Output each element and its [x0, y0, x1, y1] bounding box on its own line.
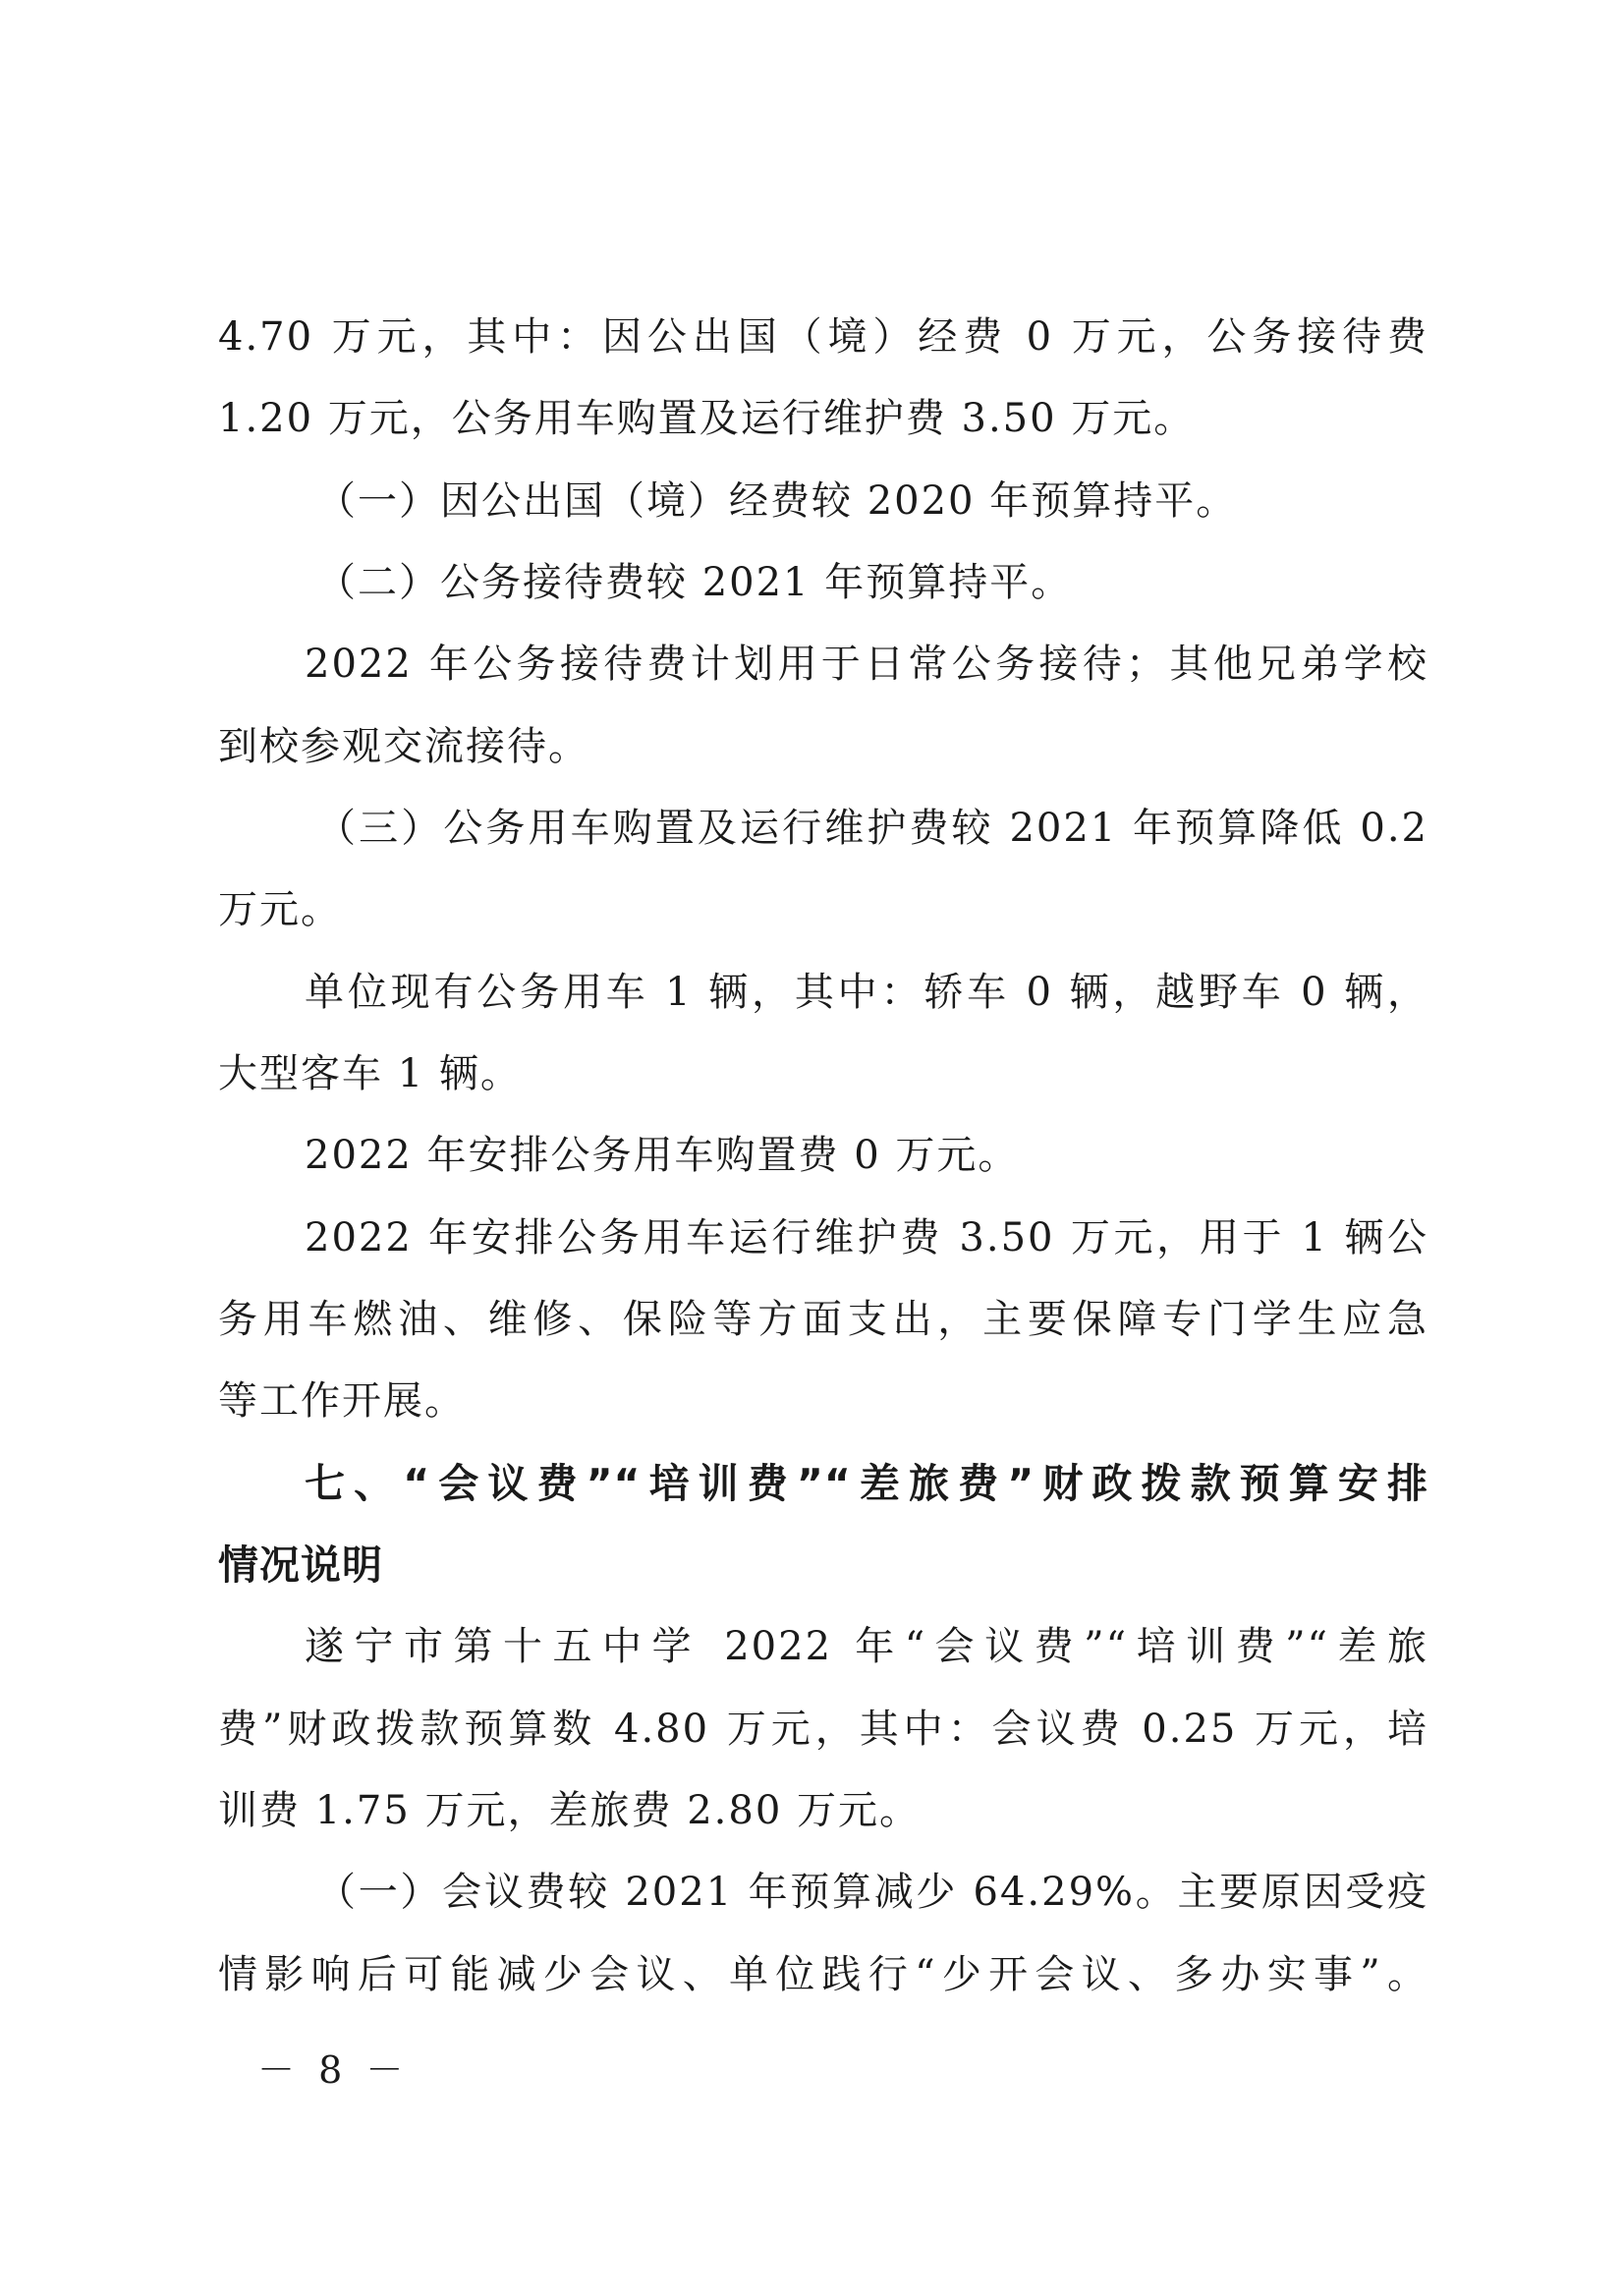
- paragraph-line: （一）会议费较 2021 年预算减少 64.29%。主要原因受疫: [316, 1870, 1428, 1915]
- paragraph-line: 费”财政拨款预算数 4.80 万元，其中：会议费 0.25 万元，培: [218, 1707, 1428, 1752]
- paragraph-line: 遂宁市第十五中学 2022 年“会议费”“培训费”“差旅: [305, 1624, 1428, 1669]
- paragraph-line: 2022 年安排公务用车购置费 0 万元。: [305, 1133, 1020, 1178]
- paragraph-line: 到校参观交流接待。: [218, 724, 589, 769]
- paragraph-line: （二）公务接待费较 2021 年预算持平。: [316, 560, 1073, 605]
- paragraph-line: 务用车燃油、维修、保险等方面支出，主要保障专门学生应急: [218, 1297, 1428, 1342]
- paragraph-line: 训费 1.75 万元，差旅费 2.80 万元。: [218, 1788, 921, 1833]
- paragraph-line: 4.70 万元，其中：因公出国（境）经费 0 万元，公务接待费: [218, 314, 1428, 360]
- section-heading: 情况说明: [218, 1541, 383, 1589]
- paragraph-line: 大型客车 1 辆。: [218, 1051, 522, 1096]
- paragraph-line: 1.20 万元，公务用车购置及运行维护费 3.50 万元。: [218, 396, 1196, 441]
- paragraph-line: 情影响后可能减少会议、单位践行“少开会议、多办实事”。: [218, 1952, 1428, 1997]
- paragraph-line: （三）公务用车购置及运行维护费较 2021 年预算降低 0.2: [316, 806, 1428, 851]
- paragraph-line: 2022 年公务接待费计划用于日常公务接待；其他兄弟学校: [305, 642, 1428, 687]
- paragraph-line: 单位现有公务用车 1 辆，其中：轿车 0 辆，越野车 0 辆，: [305, 970, 1428, 1015]
- section-heading: 七、“会议费”“培训费”“差旅费”财政拨款预算安排: [305, 1460, 1428, 1507]
- paragraph-line: 等工作开展。: [218, 1378, 466, 1424]
- page-number: － 8 －: [257, 2048, 410, 2092]
- paragraph-line: 2022 年安排公务用车运行维护费 3.50 万元，用于 1 辆公: [305, 1215, 1428, 1260]
- paragraph-line: （一）因公出国（境）经费较 2020 年预算持平。: [316, 478, 1238, 524]
- paragraph-line: 万元。: [218, 887, 342, 932]
